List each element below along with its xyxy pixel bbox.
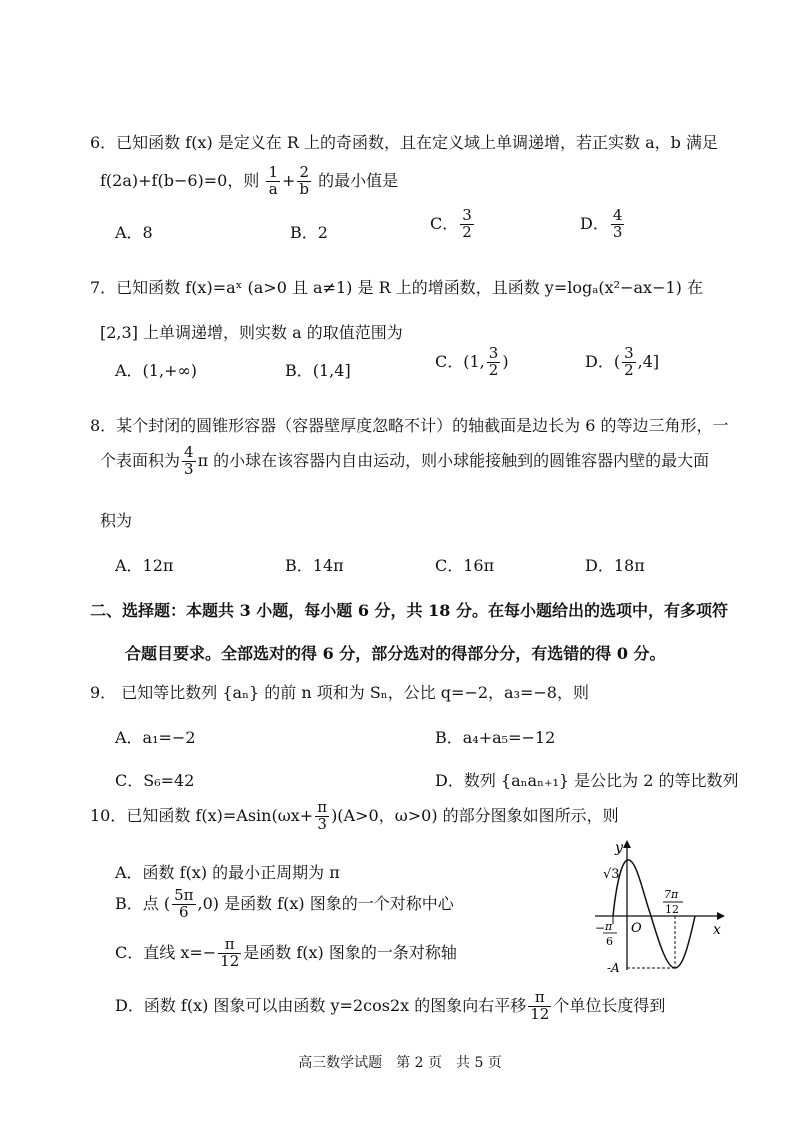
page-footer: 高三数学试题 第 2 页 共 5 页	[298, 1055, 502, 1071]
q8-option-c: C．16π	[435, 556, 495, 575]
x-axis-arrow-icon	[717, 912, 725, 920]
q7-option-a: A．(1,+∞)	[115, 361, 198, 380]
section2-line2: 合题目要求。全部选对的得 6 分，部分选对的得部分分，有选错的得 0 分。	[125, 644, 666, 663]
q6-line1: 6．已知函数 f(x) 是定义在 R 上的奇函数，且在定义域上单调递增，若正实数 a，b 满足	[90, 133, 718, 152]
q6-line2-post: 的最小值是	[318, 170, 399, 190]
q6-frac2: $\frac{2}{b}$	[299, 163, 310, 198]
q10-line1: 10．已知函数 f(x)=Asin(ωx+ $\frac{\pi}{3}$ )(A>0，ω>0) 的部分图象如图所示，则	[90, 798, 619, 833]
left-minus-label: −	[595, 921, 606, 935]
q6-plus: +	[282, 170, 296, 190]
y-axis-arrow-icon	[623, 840, 631, 848]
q8-option-a: A．12π	[115, 556, 174, 575]
right-tick-den: 12	[665, 903, 679, 916]
q9-line1: 9． 已知等比数列 {aₙ} 的前 n 项和为 Sₙ，公比 q=−2，a₃=−8，则	[90, 683, 589, 702]
q6-line2	[100, 165, 398, 198]
q6-option-c: C． $\frac{3}{2}$	[430, 206, 472, 241]
q9-option-b: B．a₄+a₅=−12	[435, 728, 556, 747]
left-tick-num: π	[605, 920, 613, 933]
q10-option-b: B．点 ( $\frac{5\pi}{6}$ ,0) 是函数 f(x) 图象的一个对称中心	[115, 886, 454, 921]
q7-line2: [2,3] 上单调递增，则实数 a 的取值范围为	[100, 323, 403, 342]
q8-option-d: D．18π	[585, 556, 645, 575]
sine-curve	[613, 860, 695, 968]
q10-option-c: C．直线 x=− $\frac{\pi}{12}$ 是函数 f(x) 图象的一条对称轴	[115, 935, 457, 970]
q8-line2: 个表面积为 $\frac{4}{3}$ π 的小球在该容器内自由运动，则小球能接触到的圆锥容器内壁的最大面	[100, 443, 710, 478]
q10-sine-graph	[585, 838, 725, 978]
q10-option-a: A．函数 f(x) 的最小正周期为 π	[115, 863, 340, 882]
q9-option-a: A．a₁=−2	[115, 728, 196, 747]
q9-option-d: D．数列 {aₙaₙ₊₁} 是公比为 2 的等比数列	[435, 771, 739, 790]
origin-label: O	[631, 921, 642, 936]
q7-line1: 7．已知函数 f(x)=aˣ (a>0 且 a≠1) 是 R 上的增函数，且函数 y=logₐ(x²−ax−1) 在	[90, 278, 703, 297]
right-tick-num: 7π	[664, 888, 679, 901]
q6-option-d: D． $\frac{4}{3}$	[580, 206, 623, 241]
neg-a-label: -A	[607, 961, 620, 975]
q7-option-b: B．(1,4]	[285, 361, 351, 380]
q6-line2-pre: f(2a)+f(b−6)=0，则	[100, 170, 260, 190]
q9-option-c: C．S₆=42	[115, 771, 195, 790]
q8-line1: 8．某个封闭的圆锥形容器（容器壁厚度忽略不计）的轴截面是边长为 6 的等边三角形，一	[90, 416, 729, 435]
q7-option-c: C．(1, $\frac{3}{2}$ )	[435, 344, 509, 379]
q6-option-b: B．2	[290, 223, 328, 242]
left-tick-den: 6	[606, 935, 613, 948]
q7-option-d: D．( $\frac{3}{2}$ ,4]	[585, 344, 660, 379]
sqrt3-label: √3	[603, 867, 620, 882]
x-axis-label: x	[713, 922, 721, 938]
q8-line3: 积为	[100, 511, 133, 530]
q6-option-a: A．8	[115, 223, 153, 242]
y-axis-label: y	[615, 840, 623, 856]
q8-option-b: B．14π	[285, 556, 344, 575]
section2-line1: 二、选择题：本题共 3 小题，每小题 6 分，共 18 分。在每小题给出的选项中，有多项符	[90, 601, 728, 620]
q6-frac1: $\frac{1}{a}$	[268, 163, 278, 198]
q10-option-d: D．函数 f(x) 图象可以由函数 y=2cos2x 的图象向右平移 $\frac{\pi}{12}$ 个单位长度得到	[115, 988, 666, 1023]
